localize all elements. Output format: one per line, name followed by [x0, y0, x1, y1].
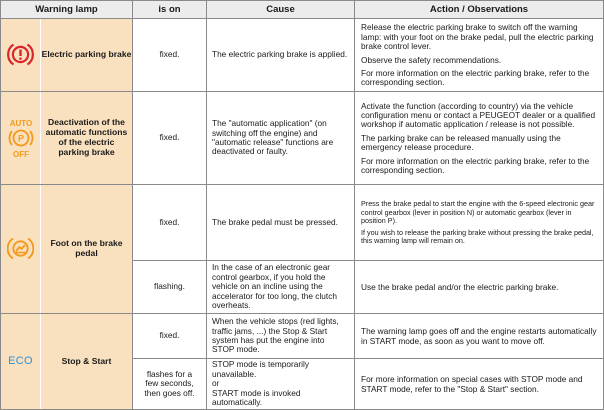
table-border — [0, 0, 1, 410]
lamp-icon-cell — [1, 19, 40, 91]
action-paragraph: The warning lamp goes off and the engine restarts automatically in START mode, as soon as you want to move off. — [361, 326, 597, 346]
action-text — [355, 261, 603, 313]
action-text — [355, 92, 603, 184]
lamp-icon-cell — [1, 185, 40, 313]
action-text — [355, 359, 603, 409]
cause-text-body: The electric parking brake is applied. — [212, 49, 348, 60]
table-border — [206, 0, 207, 410]
header-action: Action / Observations — [355, 1, 603, 18]
header-cause: Cause — [207, 1, 354, 18]
icon-off-label: OFF — [13, 150, 29, 158]
action-paragraph: The parking brake can be released manually using the emergency release procedure. — [361, 132, 561, 153]
action-paragraph: Release the electric parking brake to switch off the warning lamp: with your foot on the brake pedal, pull the electric parking brake control lever. — [361, 22, 594, 52]
foot-brake-amber-icon — [7, 235, 34, 262]
cause-text — [207, 359, 354, 409]
table-border — [0, 313, 604, 314]
lamp-icon-cell — [1, 314, 40, 409]
table-border — [0, 184, 604, 185]
lamp-name-stop-and-start: Stop & Start — [41, 314, 132, 409]
action-paragraph: Use the brake pedal and/or the electric parking brake. — [361, 281, 559, 292]
cause-text-body: The brake pedal must be pressed. — [212, 216, 338, 227]
is-on-value: flashes for a few seconds, then goes off. — [144, 368, 195, 398]
action-text — [355, 185, 603, 260]
table-border — [354, 0, 355, 410]
action-text — [355, 314, 603, 358]
action-paragraph: Activate the function (according to country) via the vehicle configuration menu or contact a PEUGEOT dealer or a qualified workshop if automatic application / release is not possible. — [361, 100, 596, 130]
cause-text-body: In the case of an electronic gear control gearbox, if you hold the vehicle on an incline using the accelerator for too long, the clutch overheats. — [212, 262, 337, 311]
table-border — [132, 0, 133, 410]
icon-auto-label: AUTO — [9, 119, 33, 128]
parking-brake-red-icon — [7, 41, 34, 68]
header-warning-lamp: Warning lamp — [1, 1, 132, 18]
eco-blue-icon: ECO — [8, 354, 33, 367]
cause-text-body: When the vehicle stops (red lights, traffic jams, ...) the Stop & Start system has put the engine into STOP mode. — [212, 316, 339, 355]
cause-text — [207, 92, 354, 184]
action-paragraph: If you wish to release the parking brake without pressing the brake pedal, this warning lamp will remain on. — [361, 228, 594, 246]
cause-text — [207, 185, 354, 260]
is-on-value: fixed. — [159, 216, 180, 227]
cause-text-body: The "automatic application" (on switching off the engine) and "automatic release" functions are deactivated or faulty. — [212, 118, 334, 157]
lamp-name-deactivation: Deactivation of the automatic functions of the electric parking brake — [41, 92, 132, 184]
cause-text — [207, 19, 354, 91]
header-is-on: is on — [133, 1, 206, 18]
action-paragraph: For more information on the electric parking brake, refer to the corresponding section. — [361, 67, 590, 88]
is-on-value: fixed. — [159, 330, 180, 341]
table-border — [132, 260, 604, 261]
auto-p-off-amber-icon — [5, 118, 37, 158]
action-paragraph: For more information on the electric parking brake, refer to the corresponding section. — [361, 155, 590, 176]
table-border — [0, 18, 604, 19]
action-paragraph: Press the brake pedal to start the engine with the 6-speed electronic gear control gearbox (lever in position N) or automatic gearbox (lever in position P). — [361, 199, 595, 225]
cause-text — [207, 261, 354, 313]
cause-text — [207, 314, 354, 358]
table-border — [132, 358, 604, 359]
table-border — [0, 91, 604, 92]
cause-text-body: STOP mode is temporarily unavailable. or START mode is invoked automatically. — [212, 359, 309, 408]
action-paragraph: Observe the safety recommendations. — [361, 54, 502, 65]
table-border — [0, 0, 604, 1]
lamp-icon-cell — [1, 92, 40, 184]
is-on-value: fixed. — [159, 49, 180, 60]
is-on-value: fixed. — [159, 132, 180, 143]
is-on-value: flashing. — [154, 281, 185, 292]
action-text — [355, 19, 603, 91]
icon-p-letter: P — [17, 133, 25, 144]
lamp-name-electric-parking-brake: Electric parking brake — [41, 19, 132, 91]
lamp-name-foot-on-brake-pedal: Foot on the brake pedal — [41, 185, 132, 313]
action-paragraph: For more information on special cases with STOP mode and START mode, refer to the "Stop & Start" section. — [361, 374, 583, 394]
